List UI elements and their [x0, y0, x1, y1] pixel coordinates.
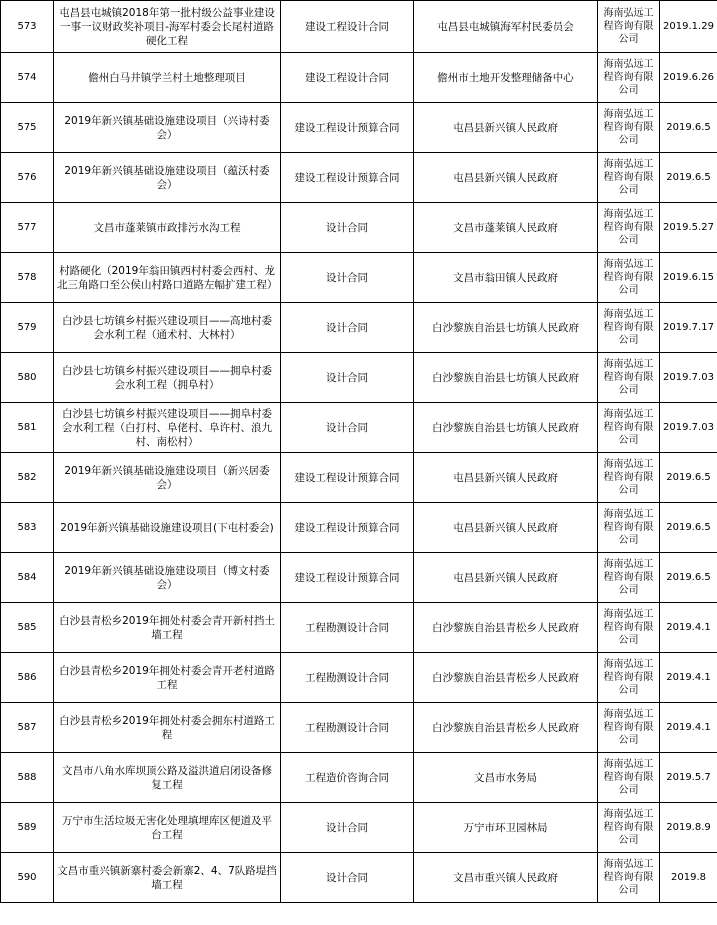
client-name: 屯昌县新兴镇人民政府 — [414, 553, 598, 603]
contract-type: 设计合同 — [281, 853, 414, 903]
contract-type: 设计合同 — [281, 203, 414, 253]
row-number: 590 — [1, 853, 54, 903]
firm-name: 海南弘远工程咨询有限公司 — [598, 1, 660, 53]
row-number: 584 — [1, 553, 54, 603]
client-name: 屯昌县新兴镇人民政府 — [414, 503, 598, 553]
row-number: 575 — [1, 103, 54, 153]
contract-type: 设计合同 — [281, 353, 414, 403]
firm-name: 海南弘远工程咨询有限公司 — [598, 853, 660, 903]
firm-name: 海南弘远工程咨询有限公司 — [598, 103, 660, 153]
sign-date: 2019.6.5 — [660, 503, 717, 553]
table-row — [1, 303, 717, 353]
table-row — [1, 1, 717, 53]
project-name: 2019年新兴镇基础设施建设项目（新兴居委会） — [54, 453, 281, 503]
row-number: 587 — [1, 703, 54, 753]
sign-date: 2019.8 — [660, 853, 717, 903]
project-name: 白沙县七坊镇乡村振兴建设项目——拥阜村委会水利工程（拥阜村） — [54, 353, 281, 403]
client-name: 白沙黎族自治县青松乡人民政府 — [414, 703, 598, 753]
project-name: 白沙县七坊镇乡村振兴建设项目——高地村委会水利工程（通术村、大林村） — [54, 303, 281, 353]
row-number: 582 — [1, 453, 54, 503]
contract-type: 设计合同 — [281, 403, 414, 453]
contract-type: 建设工程设计预算合同 — [281, 553, 414, 603]
client-name: 白沙黎族自治县七坊镇人民政府 — [414, 403, 598, 453]
table-row — [1, 453, 717, 503]
row-number: 579 — [1, 303, 54, 353]
contract-type: 建设工程设计预算合同 — [281, 503, 414, 553]
contract-type: 建设工程设计合同 — [281, 1, 414, 53]
firm-name: 海南弘远工程咨询有限公司 — [598, 803, 660, 853]
project-name: 2019年新兴镇基础设施建设项目（博文村委会） — [54, 553, 281, 603]
table-row — [1, 103, 717, 153]
project-name: 2019年新兴镇基础设施建设项目(下屯村委会) — [54, 503, 281, 553]
firm-name: 海南弘远工程咨询有限公司 — [598, 303, 660, 353]
table-row — [1, 153, 717, 203]
table-row — [1, 603, 717, 653]
sign-date: 2019.7.17 — [660, 303, 717, 353]
client-name: 白沙黎族自治县青松乡人民政府 — [414, 653, 598, 703]
project-name: 文昌市重兴镇新寨村委会新寨2、4、7队路堤挡墙工程 — [54, 853, 281, 903]
table-row — [1, 253, 717, 303]
project-name: 文昌市蓬莱镇市政排污水沟工程 — [54, 203, 281, 253]
project-name: 村路硬化（2019年翁田镇西村村委会西村、龙北三角路口至公侯山村路口道路左幅扩建工程） — [54, 253, 281, 303]
project-name: 万宁市生活垃圾无害化处理填埋库区便道及平台工程 — [54, 803, 281, 853]
sign-date: 2019.6.15 — [660, 253, 717, 303]
firm-name: 海南弘远工程咨询有限公司 — [598, 503, 660, 553]
client-name: 屯昌县屯城镇海军村民委员会 — [414, 1, 598, 53]
sign-date: 2019.6.5 — [660, 153, 717, 203]
firm-name: 海南弘远工程咨询有限公司 — [598, 653, 660, 703]
client-name: 文昌市翁田镇人民政府 — [414, 253, 598, 303]
row-number: 585 — [1, 603, 54, 653]
row-number: 577 — [1, 203, 54, 253]
firm-name: 海南弘远工程咨询有限公司 — [598, 253, 660, 303]
firm-name: 海南弘远工程咨询有限公司 — [598, 203, 660, 253]
sign-date: 2019.6.26 — [660, 53, 717, 103]
client-name: 屯昌县新兴镇人民政府 — [414, 153, 598, 203]
firm-name: 海南弘远工程咨询有限公司 — [598, 753, 660, 803]
sign-date: 2019.6.5 — [660, 103, 717, 153]
row-number: 581 — [1, 403, 54, 453]
contract-type: 工程勘测设计合同 — [281, 653, 414, 703]
contract-type: 建设工程设计预算合同 — [281, 153, 414, 203]
client-name: 文昌市水务局 — [414, 753, 598, 803]
table-row — [1, 353, 717, 403]
sign-date: 2019.5.7 — [660, 753, 717, 803]
table-body — [1, 1, 717, 903]
row-number: 576 — [1, 153, 54, 203]
firm-name: 海南弘远工程咨询有限公司 — [598, 53, 660, 103]
firm-name: 海南弘远工程咨询有限公司 — [598, 403, 660, 453]
table-row — [1, 53, 717, 103]
project-name: 白沙县青松乡2019年拥处村委会青开新村挡土墙工程 — [54, 603, 281, 653]
client-name: 白沙黎族自治县七坊镇人民政府 — [414, 353, 598, 403]
project-name: 白沙县青松乡2019年拥处村委会拥东村道路工程 — [54, 703, 281, 753]
firm-name: 海南弘远工程咨询有限公司 — [598, 703, 660, 753]
contract-type: 建设工程设计预算合同 — [281, 103, 414, 153]
table-row — [1, 653, 717, 703]
row-number: 588 — [1, 753, 54, 803]
client-name: 白沙黎族自治县青松乡人民政府 — [414, 603, 598, 653]
sign-date: 2019.4.1 — [660, 653, 717, 703]
contract-type: 设计合同 — [281, 253, 414, 303]
row-number: 583 — [1, 503, 54, 553]
client-name: 万宁市环卫园林局 — [414, 803, 598, 853]
table-row — [1, 403, 717, 453]
client-name: 屯昌县新兴镇人民政府 — [414, 453, 598, 503]
firm-name: 海南弘远工程咨询有限公司 — [598, 153, 660, 203]
row-number: 574 — [1, 53, 54, 103]
client-name: 儋州市土地开发整理储备中心 — [414, 53, 598, 103]
sign-date: 2019.8.9 — [660, 803, 717, 853]
sign-date: 2019.6.5 — [660, 453, 717, 503]
project-name: 2019年新兴镇基础设施建设项目（兴诗村委会） — [54, 103, 281, 153]
sign-date: 2019.7.03 — [660, 353, 717, 403]
table-row — [1, 703, 717, 753]
project-name: 白沙县七坊镇乡村振兴建设项目——拥阜村委会水利工程（白打村、阜佬村、阜许村、浪九村、南松村） — [54, 403, 281, 453]
project-name: 文昌市八角水库坝顶公路及溢洪道启闭设备修复工程 — [54, 753, 281, 803]
contract-type: 设计合同 — [281, 803, 414, 853]
table-row — [1, 803, 717, 853]
client-name: 屯昌县新兴镇人民政府 — [414, 103, 598, 153]
row-number: 573 — [1, 1, 54, 53]
client-name: 白沙黎族自治县七坊镇人民政府 — [414, 303, 598, 353]
contract-type: 工程造价咨询合同 — [281, 753, 414, 803]
project-name: 2019年新兴镇基础设施建设项目（蕴沃村委会） — [54, 153, 281, 203]
sign-date: 2019.4.1 — [660, 603, 717, 653]
table-row — [1, 553, 717, 603]
sign-date: 2019.5.27 — [660, 203, 717, 253]
row-number: 586 — [1, 653, 54, 703]
project-name: 屯昌县屯城镇2018年第一批村级公益事业建设一事一议财政奖补项目-海军村委会长尾村道路硬化工程 — [54, 1, 281, 53]
sign-date: 2019.1.29 — [660, 1, 717, 53]
table-row — [1, 203, 717, 253]
sign-date: 2019.4.1 — [660, 703, 717, 753]
sign-date: 2019.7.03 — [660, 403, 717, 453]
contract-type: 工程勘测设计合同 — [281, 603, 414, 653]
firm-name: 海南弘远工程咨询有限公司 — [598, 553, 660, 603]
table-row — [1, 853, 717, 903]
firm-name: 海南弘远工程咨询有限公司 — [598, 353, 660, 403]
project-name: 白沙县青松乡2019年拥处村委会青开老村道路工程 — [54, 653, 281, 703]
contract-type: 设计合同 — [281, 303, 414, 353]
firm-name: 海南弘远工程咨询有限公司 — [598, 603, 660, 653]
row-number: 589 — [1, 803, 54, 853]
contract-type: 建设工程设计预算合同 — [281, 453, 414, 503]
contract-type: 建设工程设计合同 — [281, 53, 414, 103]
table-row — [1, 753, 717, 803]
client-name: 文昌市蓬莱镇人民政府 — [414, 203, 598, 253]
table-row — [1, 503, 717, 553]
client-name: 文昌市重兴镇人民政府 — [414, 853, 598, 903]
firm-name: 海南弘远工程咨询有限公司 — [598, 453, 660, 503]
contract-type: 工程勘测设计合同 — [281, 703, 414, 753]
project-name: 儋州白马井镇学兰村土地整理项目 — [54, 53, 281, 103]
sign-date: 2019.6.5 — [660, 553, 717, 603]
row-number: 578 — [1, 253, 54, 303]
row-number: 580 — [1, 353, 54, 403]
